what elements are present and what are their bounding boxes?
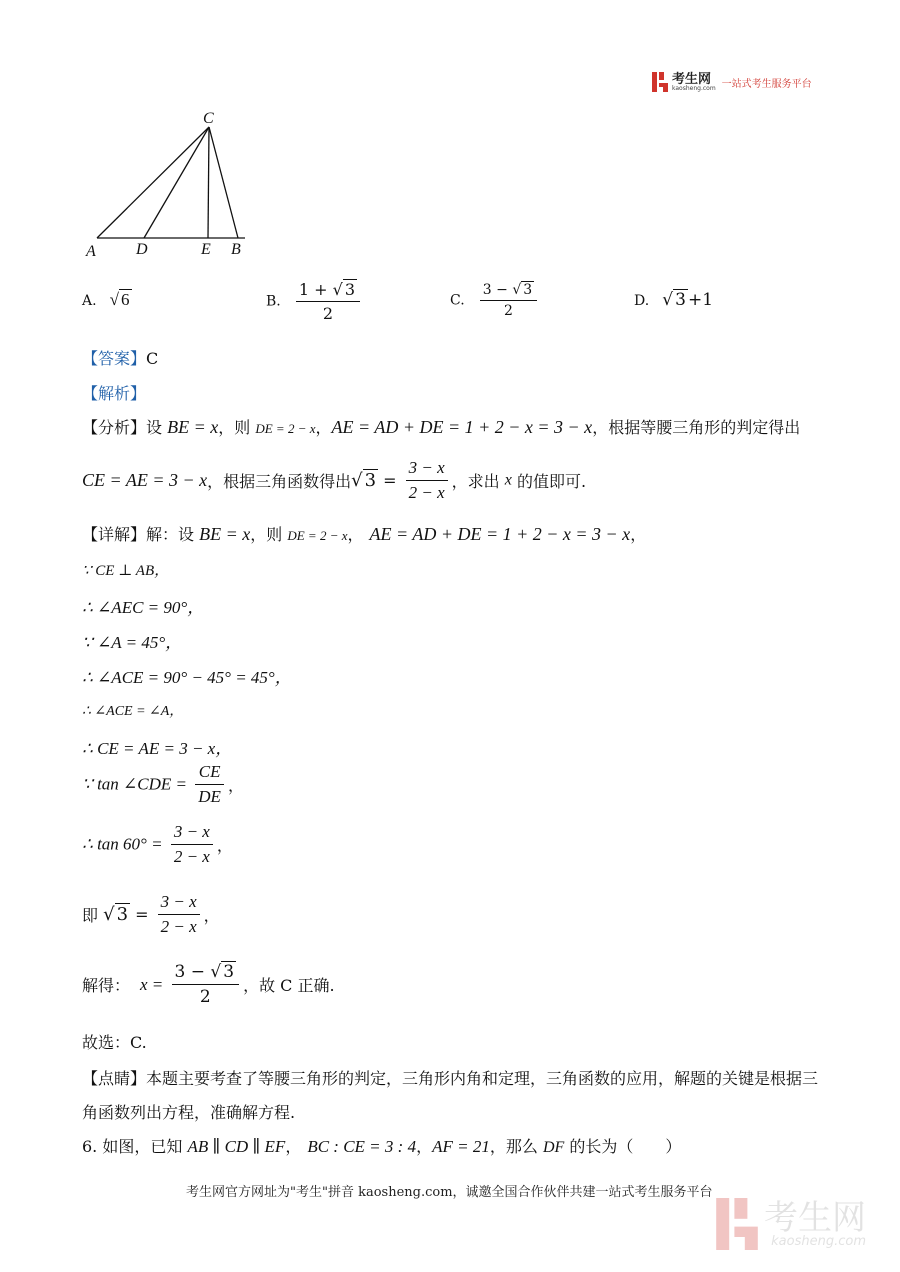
option-c-letter: C. bbox=[450, 292, 465, 309]
triangle-figure bbox=[80, 105, 270, 265]
detail-conclusion: 故选：C. bbox=[82, 1033, 147, 1052]
answer-line bbox=[82, 346, 158, 369]
question-6: 6. 如图，已知 AB ∥ CD ∥ EF， BC : CE = 3 : 4，AF = 21，那么 DF 的长为（ ） bbox=[82, 1137, 682, 1156]
dianjing-line-1: 【点睛】本题主要考查了等腰三角形的判定，三角形内角和定理，三角函数的应用，解题的关键是根据三 bbox=[82, 1069, 819, 1088]
option-b-letter: B. bbox=[266, 293, 281, 310]
detail-step-4: ∴ ∠ACE = 90° − 45° = 45°， bbox=[82, 668, 292, 687]
footer-text: 考生网官方网址为"考生"拼音 kaosheng.com，诚邀全国合作伙伴共建一站式考生服务平台 bbox=[186, 1185, 713, 1200]
detail-line-1: 【详解】解：设 BE = x，则 DE = 2 − x， AE = AD + DE = 1 + 2 − x = 3 − x， bbox=[82, 524, 647, 544]
segment-bc bbox=[209, 127, 238, 238]
detail-step-3: ∵ ∠A = 45°， bbox=[82, 633, 183, 652]
watermark bbox=[716, 1198, 866, 1250]
option-d[interactable]: D. √ 3 +1 bbox=[634, 290, 714, 310]
detail-step-7: ∵ tan ∠CDE = $\frac{CE}{DE}$ ， bbox=[82, 762, 244, 806]
detail-step-5: ∴ ∠ACE = ∠A， bbox=[82, 704, 184, 719]
option-a-letter: A. bbox=[82, 293, 97, 309]
logo-domain: kaosheng.com bbox=[672, 84, 716, 92]
fenxi-line-1: 【分析】设 BE = x，则 DE = 2 − x，AE = AD + DE = 1 + 2 − x = 3 − x，根据等腰三角形的判定得出 bbox=[82, 417, 801, 437]
answer-value: C bbox=[146, 349, 159, 368]
option-d-letter: D. bbox=[634, 293, 650, 309]
detail-step-10: 解得： x = $\frac{3 - √ 3}{2}$ ，故 C 正确. bbox=[82, 962, 335, 1007]
analysis-tag: 【解析】 bbox=[82, 384, 147, 403]
watermark-name: 考生网 bbox=[764, 1197, 866, 1238]
logo-slogan: 一站式考生服务平台 bbox=[721, 78, 812, 90]
segment-ec bbox=[208, 127, 209, 238]
label-b: B bbox=[231, 241, 241, 258]
option-b-fraction: $\frac{1 + √ 3}{2}$ bbox=[296, 280, 360, 323]
detail-step-6: ∴ CE = AE = 3 − x， bbox=[82, 739, 233, 758]
option-d-radicand: 3 bbox=[675, 290, 686, 310]
label-a: A bbox=[86, 243, 96, 260]
header-logo bbox=[652, 72, 812, 92]
detail-step-8: ∴ tan 60° = $\frac{3 - x}{2 - x}$ ， bbox=[82, 822, 233, 866]
logo-name: 考生网 bbox=[672, 71, 712, 87]
label-d: D bbox=[136, 241, 148, 258]
watermark-logo-icon bbox=[716, 1198, 758, 1250]
watermark-domain: kaosheng.com bbox=[771, 1233, 866, 1249]
fenxi-line-2: CE = AE = 3 − x，根据三角函数得出√ 3 = $\frac{3 - x}{2 - x}$ ，求出 x 的值即可. bbox=[82, 458, 587, 502]
label-e: E bbox=[201, 241, 211, 258]
kaosheng-logo-icon bbox=[652, 72, 668, 92]
option-a[interactable]: A. √ 6 bbox=[82, 290, 130, 309]
detail-step-1: ∵ CE ⊥ AB， bbox=[82, 563, 170, 579]
dianjing-line-2: 角函数列出方程，准确解方程. bbox=[82, 1103, 296, 1122]
option-a-radicand: 6 bbox=[121, 290, 130, 309]
detail-step-9: 即 √ 3 = $\frac{3 - x}{2 - x}$ ， bbox=[82, 892, 220, 936]
label-c: C bbox=[203, 110, 214, 127]
option-c-fraction: $\frac{3 - √ 3}{2}$ bbox=[480, 282, 537, 319]
option-d-post: +1 bbox=[687, 290, 714, 310]
answer-tag: 【答案】 bbox=[82, 349, 147, 368]
option-b[interactable] bbox=[266, 280, 364, 323]
detail-step-2: ∴ ∠AEC = 90°， bbox=[82, 598, 205, 617]
option-c[interactable] bbox=[450, 282, 541, 319]
